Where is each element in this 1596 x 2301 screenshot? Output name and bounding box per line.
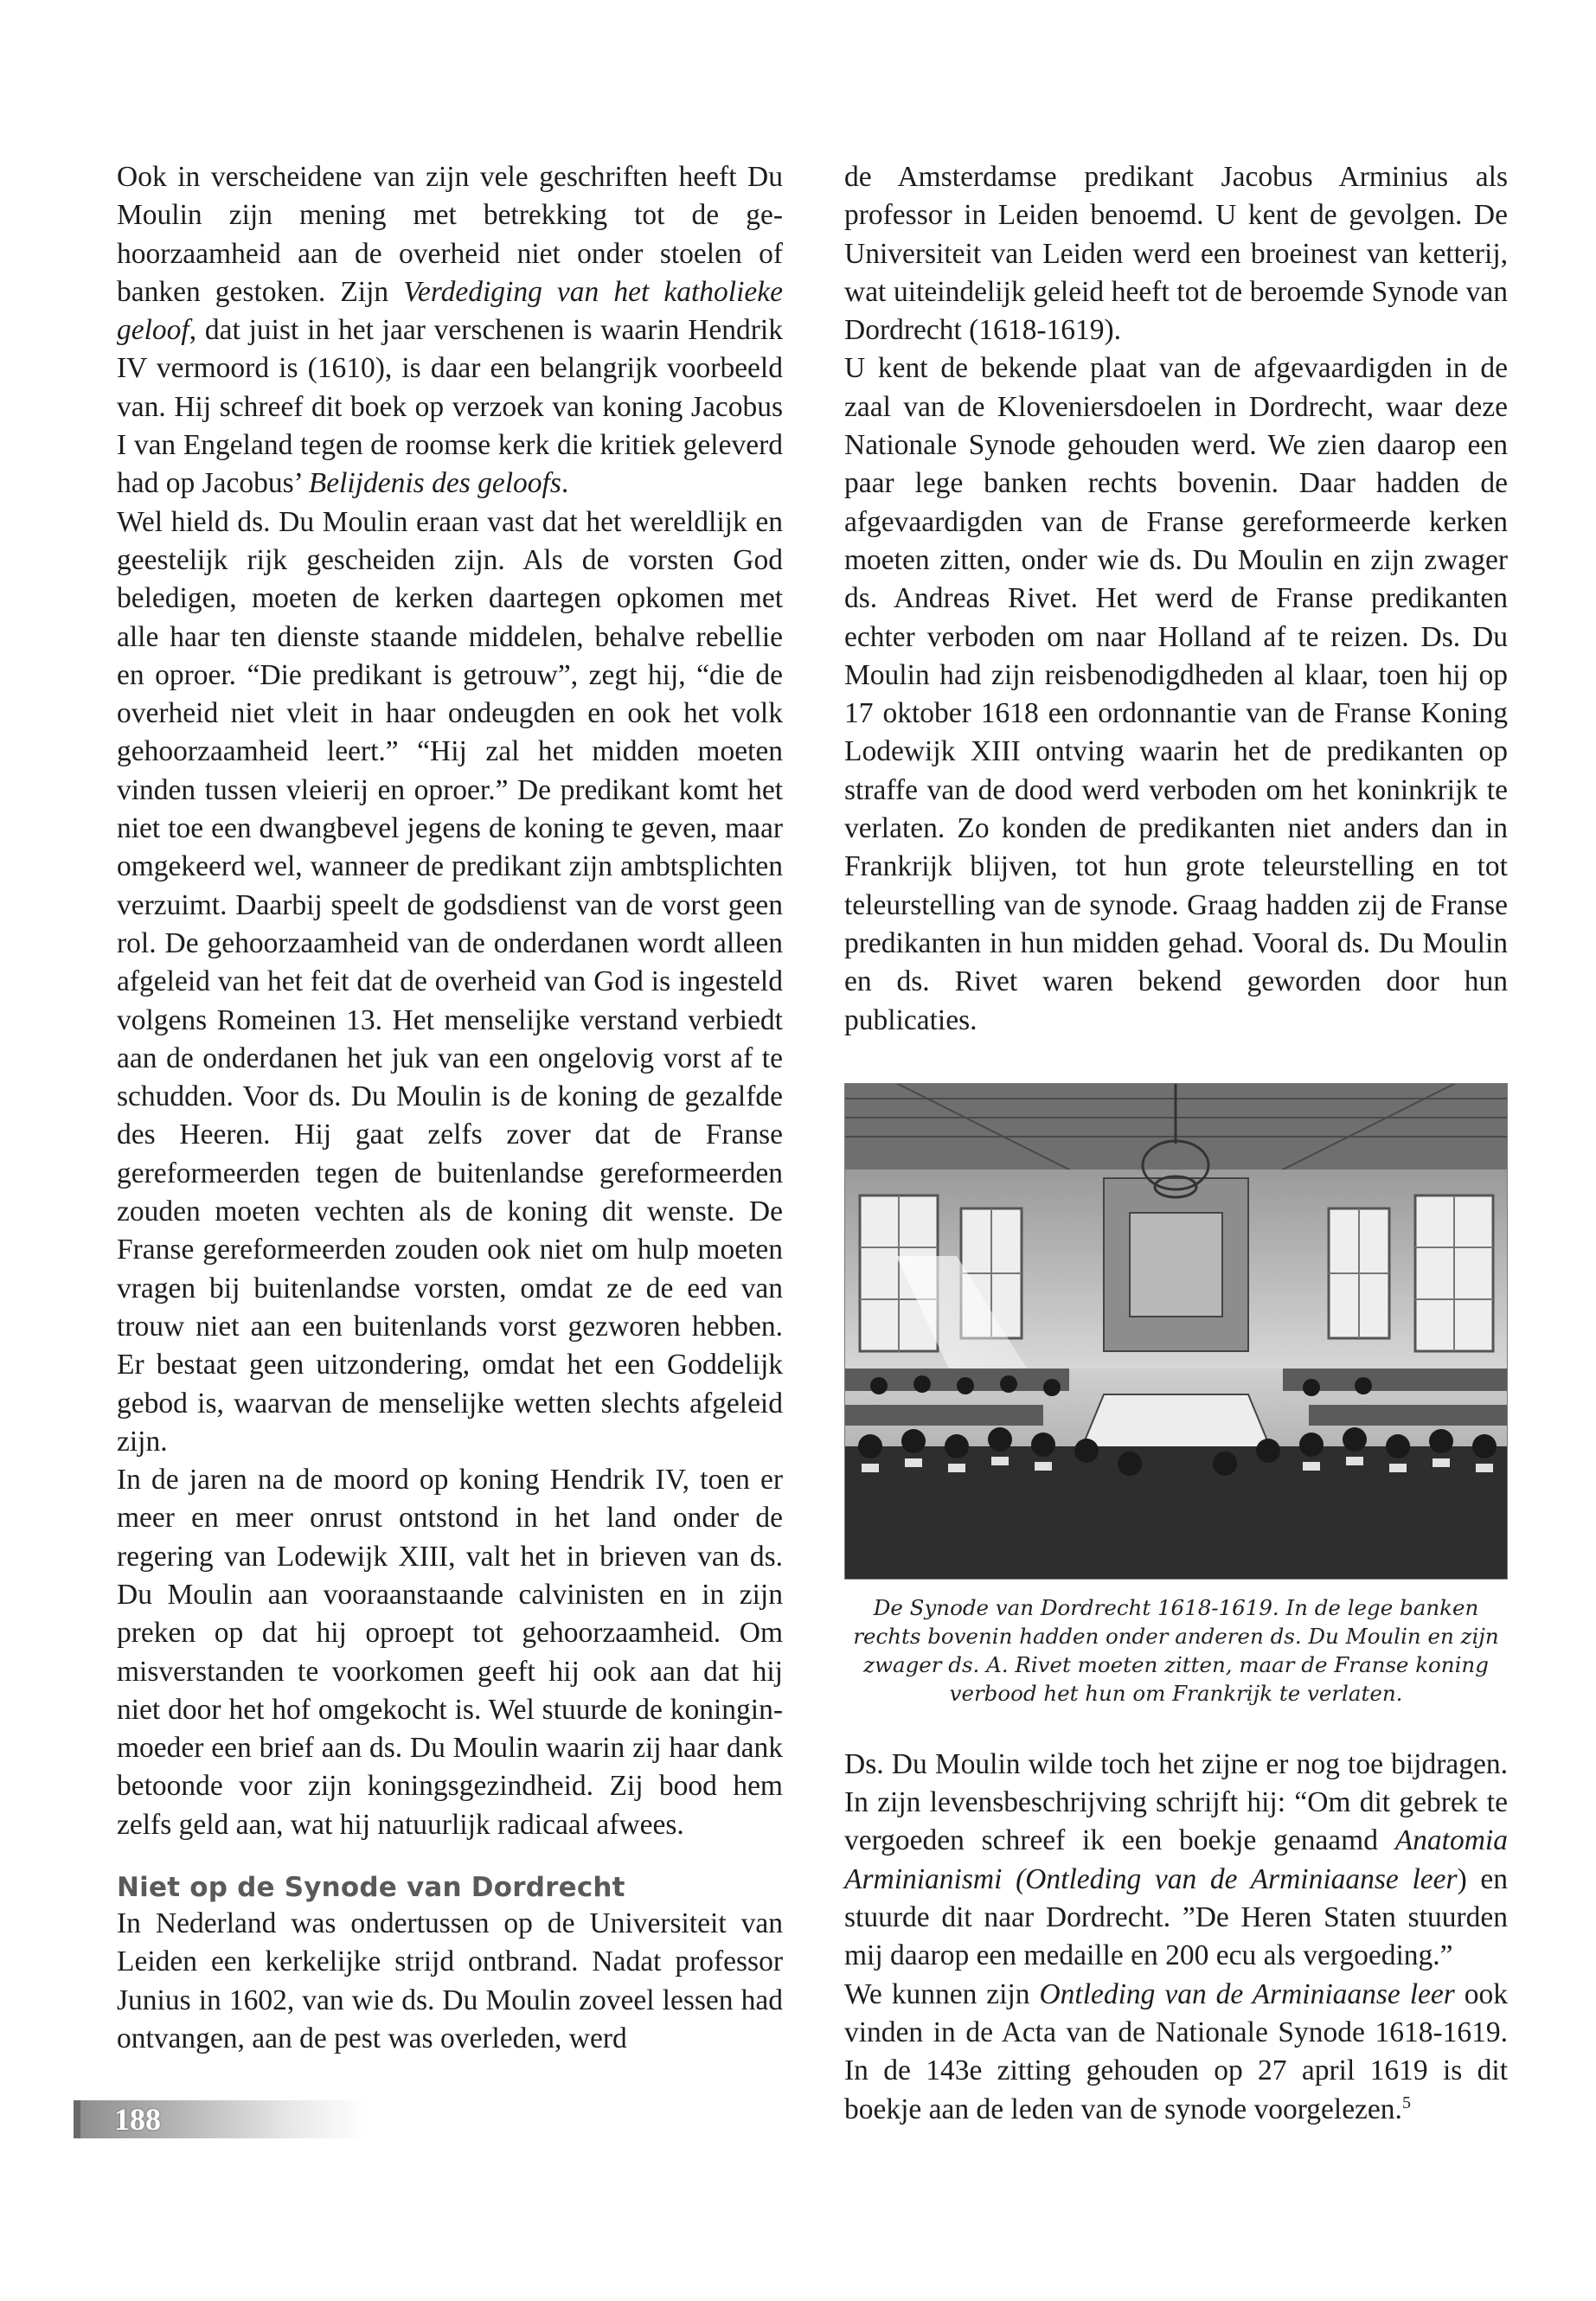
paragraph-kloveniersdoelen: U kent de bekende plaat van de afgevaardigden in de zaal van de Kloveniersdoelen in Dordrecht, waar deze Nationale Synode gehouden werd. We zien daarop een paar lege banken rechts bovenin. Daar hadden de afgevaardigden van de Franse gereformeerde kerken moeten zitten, onder wie ds. Du Moulin en zijn zwager ds. Andreas Rivet. Het werd de Franse predikanten echter verboden om naar Holland af te reizen. Ds. Du Moulin had zijn reisbenodigdheden al klaar, toen hij op 17 oktober 1618 een ordonnantie van de Franse Koning Lodewijk XIII ontving waarin het de predikanten op straffe van de dood werd verboden om het koninkrijk te verlaten. Zo konden de predikanten niet anders dan in Frankrijk blijven, tot hun grote teleurstelling en tot teleurstelling van de synode. Graag hadden zij de Franse predikanten in hun midden gehad. Vooral ds. Du Moulin en ds. Rivet waren bekend geworden door hun publicaties. xyxy=(844,352,1508,1036)
paragraph-arminius: de Amsterdamse predikant Jacobus Arminius als professor in Leiden benoemd. U kent de gevolgen. De Universiteit van Leiden werd een broeinest van ketterij, wat uiteindelijk geleid heeft tot de beroemde Synode van Dordrecht (1618-1619). xyxy=(844,161,1508,347)
paragraph-anatomia: Ds. Du Moulin wilde toch het zijne er nog toe bijdragen. In zijn levensbeschrijving schrijft hij: “Om dit gebrek te vergoeden schreef ik een boekje genaamd Anatomia Arminianismi (Ontleding van de Arminiaanse leer) en stuurde dit naar Dordrecht. ”De Heren Staten stuurden mij daarop een medaille en 200 ecu als vergoeding.” xyxy=(844,1747,1509,1972)
figure-caption: De Synode van Dordrecht 1618-1619. In de lege banken rechts bovenin hadden onder anderen ds. Du Moulin en zijn zwager ds. A. Rivet moeten zitten, maar de Franse koning verbood het hun om Frankrijk te verlaten. xyxy=(853,1594,1499,1706)
right-column xyxy=(844,158,1508,2129)
page-number: 188 xyxy=(114,2102,161,2137)
paragraph-acta: We kunnen zijn Ontleding van de Arminiaanse leer ook vinden in de Acta van de Nationale Synode 1618-1619. In de 143e zitting gehouden op 27 april 1619 is dit boekje aan de leden van de synode voorgelezen.$^5$ xyxy=(844,1977,1508,2125)
left-column xyxy=(117,158,783,2058)
section-heading: Niet op de Synode van Dordrecht xyxy=(117,1872,625,1904)
paragraph-hendrik-iv: In de jaren na de moord op koning Hendrik IV, toen er meer en meer onrust ontstond in het land onder de regering van Lodewijk XIII, valt het in brieven van ds. Du Moulin aan vooraanstaande calvinisten en in zijn preken op dat hij oproept tot gehoorzaamheid. Om misverstanden te voorkomen geeft hij ook aan dat hij niet door het hof omgekocht is. Wel stuurde de koningin-moeder een brief aan ds. Du Moulin waarin zij haar dank betoonde voor zijn koningsgezindheid. Zij bood hem zelfs geld aan, wat hij natuurlijk radicaal afwees. xyxy=(117,1464,783,1841)
paragraph-wereldlijk-geestelijk: Wel hield ds. Du Moulin eraan vast dat het wereldlijk en geestelijk rijk gescheiden zijn. Als de vorsten God beledigen, moeten de kerken daartegen opkomen met alle haar ten dienste staande middelen, behalve rebellie en oproer. “Die predikant is getrouw”, zegt hij, “die de overheid niet vleit in haar ondeugden en ook het volk gehoorzaamheid leert.” “Hij zal het midden moeten vinden tussen vleierij en oproer.” De predikant komt het niet toe een dwangbevel jegens de koning te geven, maar omgekeerd wel, wanneer de predikant zijn ambtsplichten verzuimt. Daarbij speelt de godsdienst van de vorst geen rol. De gehoorzaamheid van de onderdanen wordt alleen afgeleid van het feit dat de overheid van God is ingesteld volgens Romeinen 13. Het menselijke verstand verbiedt aan de onderdanen het juk van een ongelovig vorst af te schudden. Voor ds. Du Moulin is de koning de gezalfde des Heeren. Hij gaat zelfs zover dat de Franse gereformeerden tegen de buitenlandse gereformeerden zouden moeten vechten als de koning dit wenste. De Franse gereformeerden zouden ook niet om hulp moeten vragen bij buitenlandse vorsten, omdat ze de eed van trouw niet aan een buitenlands vorst gezworen hebben. Er bestaat geen uitzondering, omdat het een Goddelijk gebod is, waarvan de menselijke wetten slechts afgeleid zijn. xyxy=(117,505,783,1458)
synod-engraving-image xyxy=(844,1083,1508,1580)
paragraph-leiden: In Nederland was ondertussen op de Universiteit van Leiden een kerkelijke strijd ontbrand. Nadat professor Junius in 1602, van wie ds. Du Moulin zoveel lessen had ontvangen, aan de pest was overleden, werd xyxy=(117,1907,783,2054)
paragraph-verdediging: Ook in verscheidene van zijn vele geschriften heeft Du Moulin zijn mening met betrekking tot de gehoorzaamheid aan de overheid niet onder stoelen of banken gestoken. Zijn Verdediging van het katholieke geloof, dat juist in het jaar verschenen is waarin Hendrik IV vermoord is (1610), is daar een belangrijk voorbeeld van. Hij schreef dit boek op verzoek van koning Jacobus I van Engeland tegen de roomse kerk die kritiek geleverd had op Jacobus’ Belijdenis des geloofs. xyxy=(117,161,783,500)
figure xyxy=(844,1083,1508,1708)
